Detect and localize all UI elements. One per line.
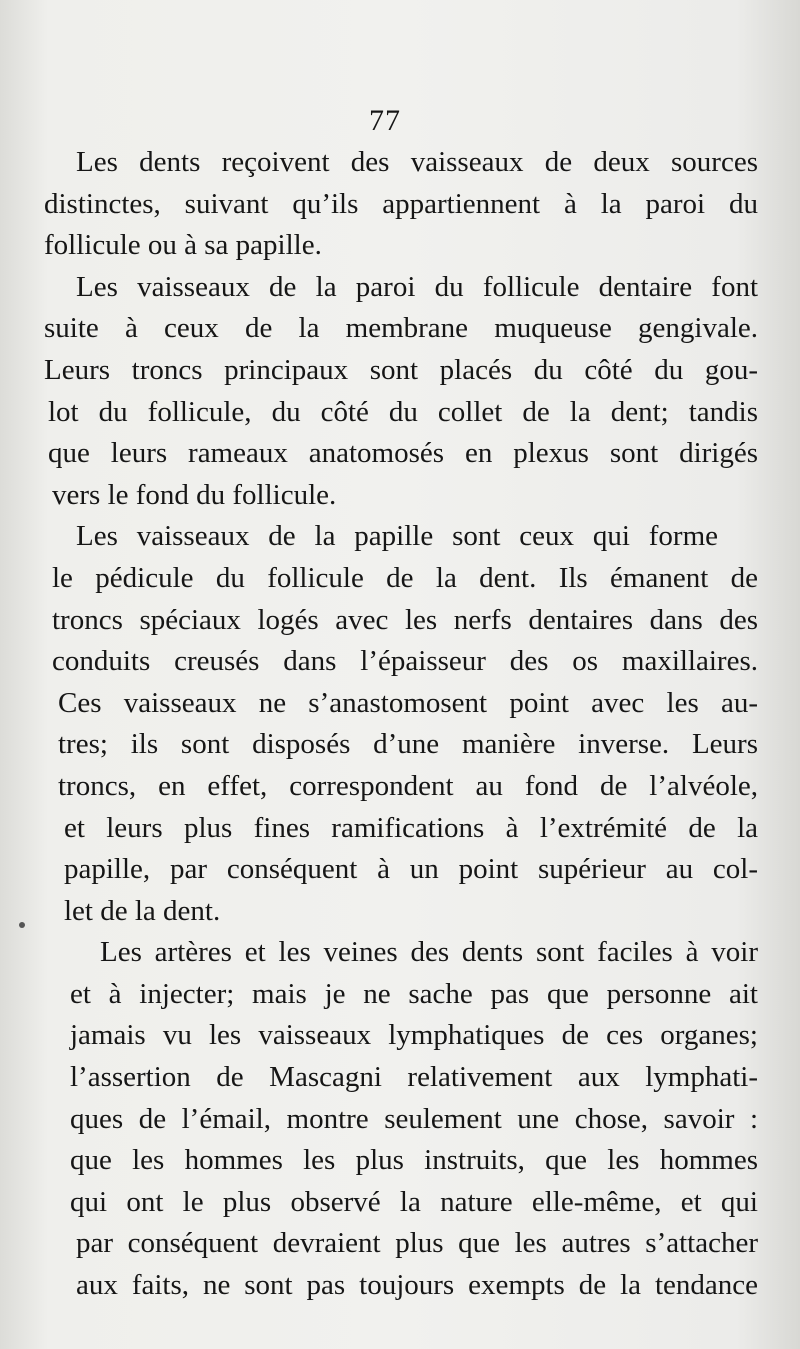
text-line: Leurs troncs principaux sont placés du côté du gou- (44, 353, 758, 386)
text-line: et leurs plus fines ramifications à l’extrémité de la (64, 811, 758, 844)
text-line: Les vaisseaux de la paroi du follicule dentaire font (76, 270, 758, 303)
page-number: 77 (369, 104, 401, 137)
text-line: Les artères et les veines des dents sont faciles à voir (100, 936, 758, 969)
text-line: troncs, en effet, correspondent au fond de l’alvéole, (58, 769, 758, 802)
ink-speck (19, 922, 25, 928)
paragraph (44, 142, 758, 267)
text-line: et à injecter; mais je ne sache pas que personne ait (70, 977, 758, 1010)
text-line: tres; ils sont disposés d’une manière inverse. Leurs (58, 728, 758, 761)
paragraph (44, 516, 758, 932)
paragraph (44, 267, 758, 517)
text-line: que les hommes les plus instruits, que les hommes (70, 1144, 758, 1177)
text-line: aux faits, ne sont pas toujours exempts de la tendance (76, 1269, 758, 1302)
page-text (44, 142, 758, 1307)
text-line: le pédicule du follicule de la dent. Ils émanent de (52, 561, 758, 594)
text-line: Ces vaisseaux ne s’anastomosent point avec les au- (58, 686, 758, 719)
text-line: suite à ceux de la membrane muqueuse gengivale. (44, 312, 758, 345)
text-line: Les dents reçoivent des vaisseaux de deux sources (76, 146, 758, 178)
text-line: distinctes, suivant qu’ils appartiennent à la paroi du (44, 187, 758, 220)
paragraph (44, 932, 758, 1306)
text-line: l’assertion de Mascagni relativement aux lymphati- (70, 1061, 758, 1094)
text-line: par conséquent devraient plus que les autres s’attacher (76, 1227, 758, 1260)
text-line: jamais vu les vaisseaux lymphatiques de ces organes; (70, 1019, 758, 1052)
text-line: conduits creusés dans l’épaisseur des os maxillaires. (52, 645, 758, 678)
text-line: troncs spéciaux logés avec les nerfs dentaires dans des (52, 603, 758, 636)
text-line: follicule ou à sa papille. (44, 229, 322, 262)
text-line: qui ont le plus observé la nature elle-même, et qui (70, 1185, 758, 1218)
text-line: lot du follicule, du côté du collet de la dent; tandis (48, 395, 758, 428)
text-line: papille, par conséquent à un point supérieur au col- (64, 853, 758, 886)
text-line: let de la dent. (64, 894, 221, 927)
text-line: ques de l’émail, montre seulement une chose, savoir : (70, 1102, 758, 1135)
text-line: vers le fond du follicule. (52, 478, 337, 511)
text-line: que leurs rameaux anatomosés en plexus sont dirigés (48, 437, 758, 470)
text-line: Les vaisseaux de la papille sont ceux qui forme (76, 520, 718, 553)
